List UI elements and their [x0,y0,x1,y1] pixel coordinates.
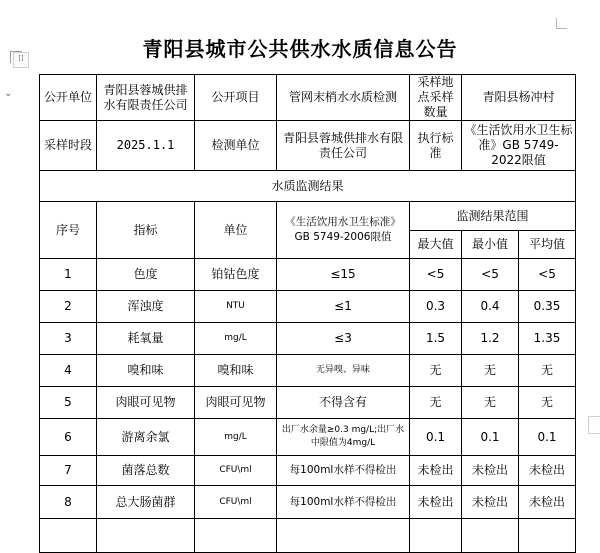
info-row-1 [40,75,576,121]
empty-cell [97,519,195,553]
row-max: 无 [410,387,462,419]
chevron-down-icon[interactable]: ⌄ [4,88,13,99]
row-limit: 不得含有 [277,387,410,419]
row-indicator: 耗氧量 [97,323,195,355]
header-unit: 单位 [195,202,277,259]
row-no: 3 [40,323,97,355]
sample-period-label: 采样时段 [40,121,97,171]
empty-cell [195,519,277,553]
row-limit: ≤1 [277,291,410,323]
test-unit-label: 检测单位 [195,121,277,171]
pub-unit-value: 青阳县蓉城供排水有限责任公司 [97,75,195,121]
row-indicator: 色度 [97,259,195,291]
header-range: 监测结果范围 [410,202,576,231]
row-no: 2 [40,291,97,323]
info-row-2 [40,121,576,171]
table-row [40,291,576,323]
table-row [40,387,576,419]
row-indicator: 浑浊度 [97,291,195,323]
row-no: 7 [40,456,97,486]
row-limit: 每100ml水样不得检出 [277,456,410,486]
row-min: 未检出 [462,486,519,519]
row-max: <5 [410,259,462,291]
table-row [40,323,576,355]
row-indicator: 嗅和味 [97,355,195,387]
row-no: 6 [40,419,97,456]
row-max: 未检出 [410,486,462,519]
water-quality-table [39,74,576,553]
header-no: 序号 [40,202,97,259]
table-row [40,419,576,456]
row-avg: 0.35 [519,291,576,323]
row-min: 1.2 [462,323,519,355]
empty-cell [519,519,576,553]
table-row [40,456,576,486]
empty-cell [277,519,410,553]
sample-site-value: 青阳县杨冲村 [462,75,576,121]
side-panel-tab[interactable] [588,416,600,434]
row-min: 无 [462,387,519,419]
row-max: 0.3 [410,291,462,323]
row-unit: mg/L [195,323,277,355]
table-row [40,259,576,291]
table-row-empty [40,519,576,553]
row-avg: 未检出 [519,486,576,519]
table-move-handle-icon[interactable]: ⁞⁞ [13,52,29,68]
row-unit: NTU [195,291,277,323]
row-limit: 出厂水余量≥0.3 mg/L;出厂水中限值为4mg/L [277,419,410,456]
header-min: 最小值 [462,231,519,259]
row-limit: ≤15 [277,259,410,291]
row-max: 0.1 [410,419,462,456]
row-avg: 1.35 [519,323,576,355]
row-unit: CFU\ml [195,456,277,486]
row-avg: 无 [519,387,576,419]
row-limit: 每100ml水样不得检出 [277,486,410,519]
table-row [40,486,576,519]
document-title: 青阳县城市公共供水水质信息公告 [142,37,458,61]
row-max: 无 [410,355,462,387]
row-limit: ≤3 [277,323,410,355]
sample-period-value: 2025.1.1 [97,121,195,171]
row-min: 无 [462,355,519,387]
row-indicator: 肉眼可见物 [97,387,195,419]
sample-site-label: 采样地点采样数量 [410,75,462,121]
row-unit: 嗅和味 [195,355,277,387]
table-row [40,355,576,387]
row-avg: 无 [519,355,576,387]
row-avg: 0.1 [519,419,576,456]
row-avg: <5 [519,259,576,291]
margin-corner-mark-right [556,18,567,29]
header-avg: 平均值 [519,231,576,259]
row-unit: mg/L [195,419,277,456]
pub-unit-label: 公开单位 [40,75,97,121]
row-min: <5 [462,259,519,291]
standard-value: 《生活饮用水卫生标准》GB 5749-2022限值 [462,121,576,171]
row-unit: 铂钴色度 [195,259,277,291]
header-max: 最大值 [410,231,462,259]
row-unit: CFU\ml [195,486,277,519]
test-unit-value: 青阳县蓉城供排水有限责任公司 [277,121,410,171]
section-header-row [40,171,576,202]
column-header-row-1 [40,202,576,231]
header-limit: 《生活饮用水卫生标准》GB 5749-2006限值 [277,202,410,259]
row-unit: 肉眼可见物 [195,387,277,419]
empty-cell [40,519,97,553]
row-no: 8 [40,486,97,519]
row-avg: 未检出 [519,456,576,486]
empty-cell [410,519,462,553]
pub-item-label: 公开项目 [195,75,277,121]
row-min: 未检出 [462,456,519,486]
row-max: 未检出 [410,456,462,486]
row-no: 5 [40,387,97,419]
section-title: 水质监测结果 [40,171,576,202]
row-min: 0.1 [462,419,519,456]
row-no: 4 [40,355,97,387]
row-max: 1.5 [410,323,462,355]
empty-cell [462,519,519,553]
row-limit: 无异嗅、异味 [277,355,410,387]
standard-label: 执行标准 [410,121,462,171]
row-no: 1 [40,259,97,291]
row-indicator: 总大肠菌群 [97,486,195,519]
row-min: 0.4 [462,291,519,323]
row-indicator: 游离余氯 [97,419,195,456]
row-indicator: 菌落总数 [97,456,195,486]
header-indicator: 指标 [97,202,195,259]
pub-item-value: 管网末梢水水质检测 [277,75,410,121]
